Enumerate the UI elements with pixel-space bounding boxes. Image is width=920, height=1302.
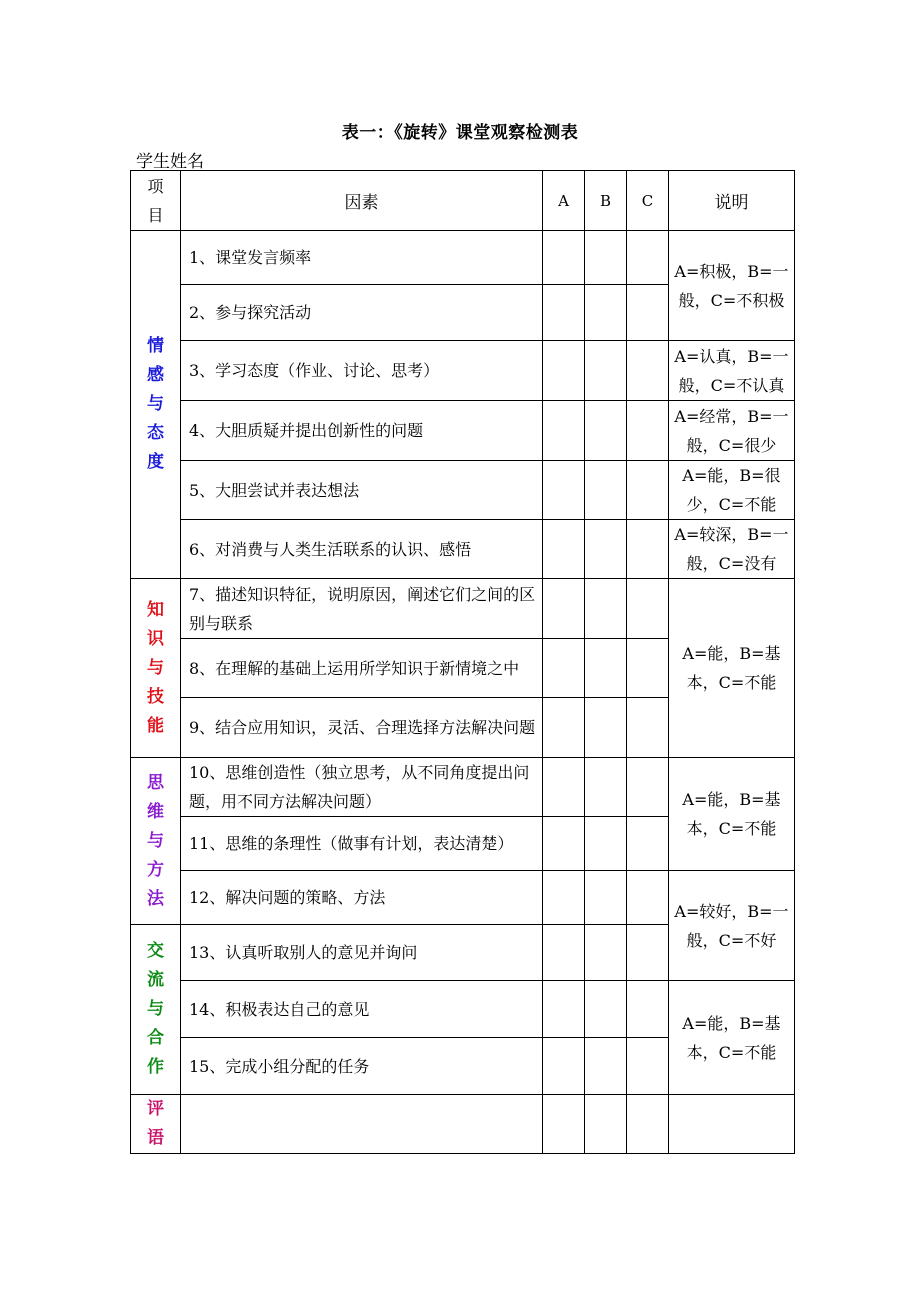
rating-c-cell[interactable] — [627, 698, 669, 758]
table-row — [131, 758, 795, 817]
page-title: 表一：《旋转》课堂观察检测表 — [341, 123, 579, 143]
note-cell: A=能，B=很少，C=不能 — [669, 461, 795, 520]
comment-field[interactable] — [181, 1095, 543, 1154]
rating-a-cell[interactable] — [543, 925, 585, 981]
header-note: 说明 — [669, 171, 795, 231]
factor-cell: 12、解决问题的策略、方法 — [181, 871, 543, 925]
category-label: 思维与方法 — [147, 772, 164, 909]
rating-b-cell[interactable] — [585, 925, 627, 981]
rating-b-cell[interactable] — [585, 698, 627, 758]
rating-b-cell[interactable] — [585, 401, 627, 461]
rating-a-cell[interactable] — [543, 341, 585, 401]
header-b: B — [585, 171, 627, 231]
rating-b-cell[interactable] — [585, 461, 627, 520]
rating-a-cell[interactable] — [543, 1095, 585, 1154]
rating-a-cell[interactable] — [543, 639, 585, 698]
rating-c-cell[interactable] — [627, 1038, 669, 1095]
rating-c-cell[interactable] — [627, 925, 669, 981]
rating-a-cell[interactable] — [543, 981, 585, 1038]
category-cell — [131, 231, 181, 579]
rating-a-cell[interactable] — [543, 579, 585, 639]
note-cell: A=经常，B=一般，C=很少 — [669, 401, 795, 461]
rating-b-cell[interactable] — [585, 817, 627, 871]
rating-b-cell[interactable] — [585, 285, 627, 341]
table-row — [131, 401, 795, 461]
rating-c-cell[interactable] — [627, 1095, 669, 1154]
rating-a-cell[interactable] — [543, 817, 585, 871]
table-row — [131, 871, 795, 925]
factor-cell: 8、在理解的基础上运用所学知识于新情境之中 — [181, 639, 543, 698]
category-label: 情感与态度 — [147, 336, 164, 472]
note-cell: A=能，B=基本，C=不能 — [669, 579, 795, 758]
note-cell: A=能，B=基本，C=不能 — [669, 758, 795, 871]
observation-table — [130, 170, 795, 1154]
factor-cell: 5、大胆尝试并表达想法 — [181, 461, 543, 520]
rating-a-cell[interactable] — [543, 758, 585, 817]
factor-cell: 15、完成小组分配的任务 — [181, 1038, 543, 1095]
rating-b-cell[interactable] — [585, 231, 627, 285]
rating-c-cell[interactable] — [627, 579, 669, 639]
rating-c-cell[interactable] — [627, 341, 669, 401]
student-name-label: 学生姓名 — [136, 152, 204, 172]
factor-cell: 4、大胆质疑并提出创新性的问题 — [181, 401, 543, 461]
rating-c-cell[interactable] — [627, 871, 669, 925]
category-cell — [131, 925, 181, 1095]
rating-a-cell[interactable] — [543, 231, 585, 285]
note-cell: A=积极，B=一般，C=不积极 — [669, 231, 795, 341]
category-label: 交流与合作 — [147, 941, 164, 1077]
factor-cell: 7、描述知识特征，说明原因，阐述它们之间的区别与联系 — [181, 579, 543, 639]
rating-c-cell[interactable] — [627, 461, 669, 520]
rating-b-cell[interactable] — [585, 758, 627, 817]
factor-cell: 10、思维创造性（独立思考，从不同角度提出问题，用不同方法解决问题） — [181, 758, 543, 817]
category-cell — [131, 1095, 181, 1154]
factor-cell: 6、对消费与人类生活联系的认识、感悟 — [181, 520, 543, 579]
rating-b-cell[interactable] — [585, 1095, 627, 1154]
rating-c-cell[interactable] — [627, 401, 669, 461]
header-a: A — [543, 171, 585, 231]
rating-b-cell[interactable] — [585, 520, 627, 579]
rating-a-cell[interactable] — [543, 401, 585, 461]
rating-c-cell[interactable] — [627, 639, 669, 698]
rating-b-cell[interactable] — [585, 1038, 627, 1095]
table-row — [131, 231, 795, 285]
rating-b-cell[interactable] — [585, 579, 627, 639]
category-cell — [131, 579, 181, 758]
factor-cell: 13、认真听取别人的意见并询问 — [181, 925, 543, 981]
factor-cell: 2、参与探究活动 — [181, 285, 543, 341]
factor-cell: 1、课堂发言频率 — [181, 231, 543, 285]
header-item: 项目 — [131, 171, 181, 231]
rating-b-cell[interactable] — [585, 981, 627, 1038]
category-label: 知识与技能 — [147, 599, 164, 736]
rating-b-cell[interactable] — [585, 871, 627, 925]
category-cell — [131, 758, 181, 925]
rating-a-cell[interactable] — [543, 698, 585, 758]
comment-row — [131, 1095, 795, 1154]
table-header-row — [131, 171, 795, 231]
table-row — [131, 341, 795, 401]
header-c: C — [627, 171, 669, 231]
factor-cell: 11、思维的条理性（做事有计划，表达清楚） — [181, 817, 543, 871]
factor-cell: 3、学习态度（作业、讨论、思考） — [181, 341, 543, 401]
category-label: 评语 — [147, 1099, 164, 1148]
table-row — [131, 461, 795, 520]
note-cell: A=能，B=基本，C=不能 — [669, 981, 795, 1095]
rating-a-cell[interactable] — [543, 285, 585, 341]
rating-b-cell[interactable] — [585, 639, 627, 698]
note-cell: A=较好，B=一般，C=不好 — [669, 871, 795, 981]
rating-c-cell[interactable] — [627, 758, 669, 817]
table-row — [131, 579, 795, 639]
rating-c-cell[interactable] — [627, 520, 669, 579]
rating-a-cell[interactable] — [543, 461, 585, 520]
table-row — [131, 981, 795, 1038]
factor-cell: 9、结合应用知识，灵活、合理选择方法解决问题 — [181, 698, 543, 758]
rating-b-cell[interactable] — [585, 341, 627, 401]
rating-c-cell[interactable] — [627, 285, 669, 341]
factor-cell: 14、积极表达自己的意见 — [181, 981, 543, 1038]
rating-c-cell[interactable] — [627, 981, 669, 1038]
rating-a-cell[interactable] — [543, 1038, 585, 1095]
rating-c-cell[interactable] — [627, 231, 669, 285]
rating-c-cell[interactable] — [627, 817, 669, 871]
rating-a-cell[interactable] — [543, 871, 585, 925]
rating-a-cell[interactable] — [543, 520, 585, 579]
header-factor: 因素 — [181, 171, 543, 231]
note-cell: A=较深，B=一般，C=没有 — [669, 520, 795, 579]
table-row — [131, 520, 795, 579]
note-cell — [669, 1095, 795, 1154]
note-cell: A=认真，B=一般，C=不认真 — [669, 341, 795, 401]
